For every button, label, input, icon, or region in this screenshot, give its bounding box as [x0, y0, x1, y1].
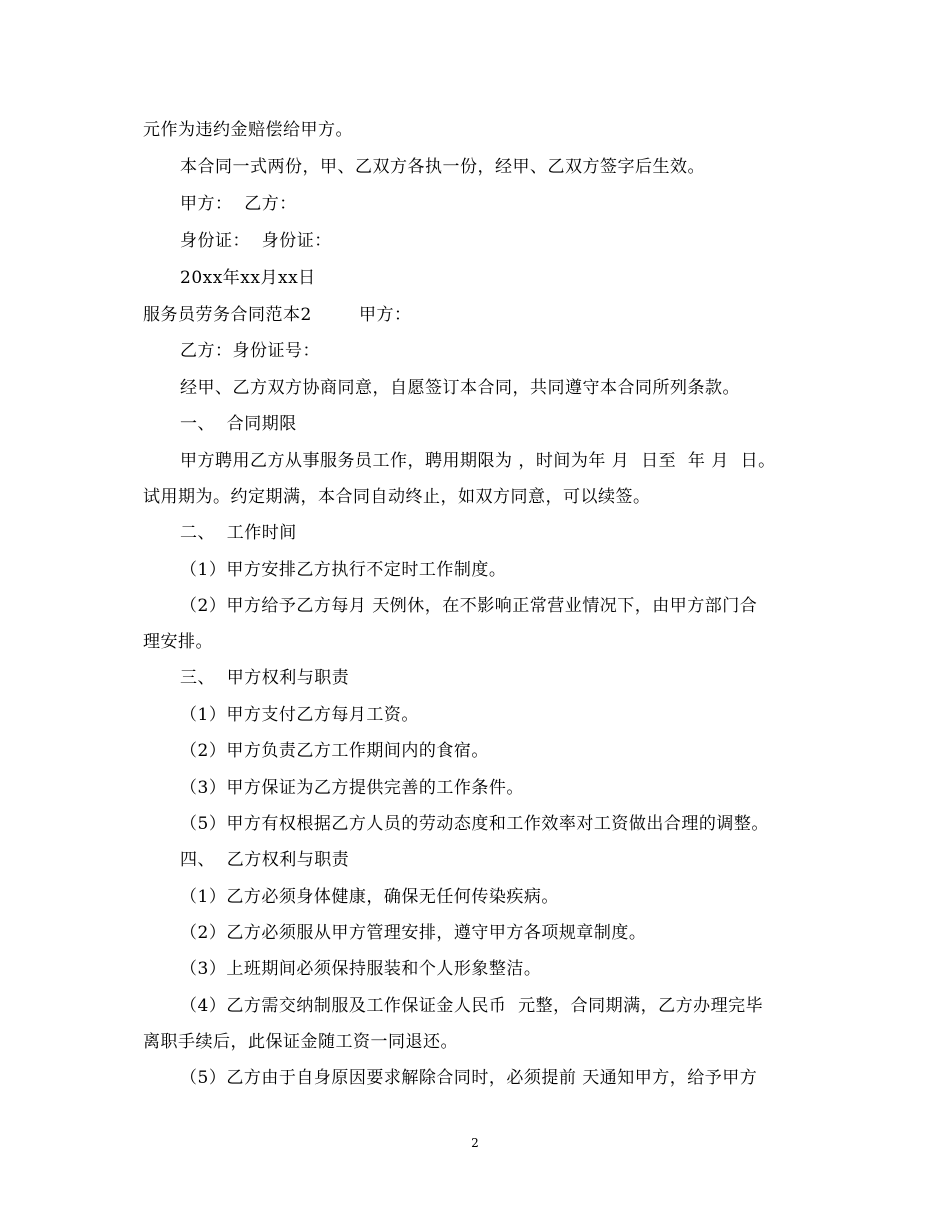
text-line: （4）乙方需交纳制服及工作保证金人民币 元整，合同期满，乙方办理完毕 [180, 996, 764, 1016]
section-heading: 一、 合同期限 [180, 414, 297, 434]
section-heading: 服务员劳务合同范本2 甲方： [143, 305, 412, 325]
section-heading: 三、 甲方权利与职责 [180, 668, 350, 688]
text-line: 理安排。 [143, 632, 213, 652]
text-line: 乙方：身份证号： [180, 341, 320, 361]
text-line: 甲方聘用乙方从事服务员工作，聘用期限为 ，时间为年 月 日至 年 月 日。 [180, 451, 776, 471]
text-line: 本合同一式两份，甲、乙双方各执一份，经甲、乙双方签字后生效。 [180, 157, 705, 177]
text-line: （2）乙方必须服从甲方管理安排，遵守甲方各项规章制度。 [180, 923, 647, 943]
text-line: （1）乙方必须身体健康，确保无任何传染疾病。 [180, 887, 559, 907]
section-heading: 四、 乙方权利与职责 [180, 850, 350, 870]
text-line: （1）甲方支付乙方每月工资。 [180, 705, 419, 725]
section-heading: 二、 工作时间 [180, 523, 297, 543]
text-line: （5）乙方由于自身原因要求解除合同时，必须提前 天通知甲方，给予甲方 [180, 1068, 758, 1088]
text-line: （2）甲方给予乙方每月 天例休，在不影响正常营业情况下，由甲方部门合 [180, 596, 758, 616]
text-line: 经甲、乙方双方协商同意，自愿签订本合同，共同遵守本合同所列条款。 [180, 378, 740, 398]
text-line: （5）甲方有权根据乙方人员的劳动态度和工作效率对工资做出合理的调整。 [180, 814, 769, 834]
text-line: （3）上班期间必须保持服装和个人形象整洁。 [180, 959, 542, 979]
text-line: 身份证： 身份证： [180, 231, 332, 251]
text-line: （1）甲方安排乙方执行不定时工作制度。 [180, 560, 507, 580]
page-number: 2 [471, 1136, 479, 1150]
text-line: （3）甲方保证为乙方提供完善的工作条件。 [180, 778, 524, 798]
text-line: 试用期为。约定期满，本合同自动终止，如双方同意，可以续签。 [143, 487, 651, 507]
text-line: 甲方： 乙方： [180, 194, 297, 214]
text-line: 离职手续后，此保证金随工资一同退还。 [143, 1032, 458, 1052]
text-line: 20xx年xx月xx日 [180, 268, 316, 288]
text-line: 元作为违约金赔偿给甲方。 [143, 120, 353, 140]
text-line: （2）甲方负责乙方工作期间内的食宿。 [180, 741, 489, 761]
